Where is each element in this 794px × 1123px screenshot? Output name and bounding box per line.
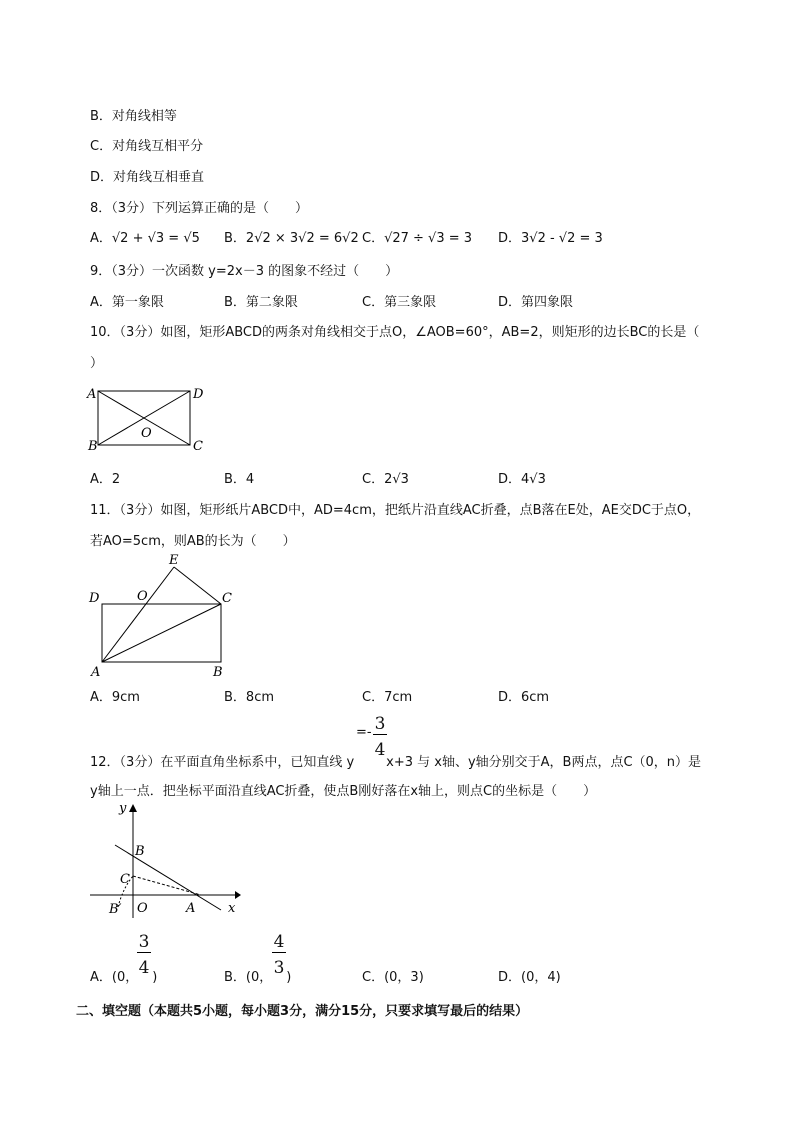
q12-coordinate-figure — [85, 800, 245, 920]
q9-option-d: D．第四象限 — [498, 295, 574, 310]
q12-option-a: A．(0， ) — [90, 970, 158, 985]
q10-stem: 10．（3分）如图，矩形ABCD的两条对角线相交于点O，∠AOB=60°，AB=2，则矩形的边长BC的长是（ — [90, 325, 700, 340]
q12-frac-num: 3 — [374, 714, 386, 734]
q7-option-c: C．对角线互相平分 — [90, 139, 204, 154]
q8-option-d: D．3√2 - √2 = 3 — [498, 231, 603, 246]
q8-option-a: A．√2 + √3 = √5 — [90, 231, 200, 246]
label-y: y — [119, 801, 127, 816]
q9-option-a: A．第一象限 — [90, 295, 164, 310]
q8-option-c: C．√27 ÷ √3 = 3 — [362, 231, 473, 246]
label-a: A — [186, 901, 196, 916]
q12-option-c: C．(0，3) — [362, 970, 424, 985]
q11-stem-2: 若AO=5cm，则AB的长为（ ） — [90, 534, 296, 549]
label-b: B — [213, 665, 223, 680]
label-o: O — [137, 589, 148, 604]
q11-option-a: A．9cm — [90, 690, 140, 705]
q12-b-den: 3 — [273, 958, 285, 978]
q11-option-d: D．6cm — [498, 690, 550, 705]
q12-option-b: B．(0， ) — [224, 970, 292, 985]
q12-option-d: D．(0，4) — [498, 970, 561, 985]
q12-stem-a: 12．（3分）在平面直角坐标系中，已知直线 y — [90, 755, 355, 770]
label-c: C — [193, 439, 203, 454]
label-b: B — [88, 439, 98, 454]
q7-option-b: B．对角线相等 — [90, 109, 177, 124]
q12-frac-den: 4 — [374, 740, 386, 760]
label-x: x — [228, 901, 236, 916]
label-c: C — [120, 872, 130, 887]
label-o: O — [141, 426, 152, 441]
q10-option-a: A．2 — [90, 472, 121, 487]
q10-option-d: D．4√3 — [498, 472, 546, 487]
q12-stem-b: x+3 与 x轴、y轴分别交于A，B两点，点C（0，n）是 — [386, 755, 702, 770]
q11-stem: 11．（3分）如图，矩形纸片ABCD中，AD=4cm，把纸片沿直线AC折叠，点B落在E处，AE交DC于点O， — [90, 503, 701, 518]
label-c: C — [222, 591, 232, 606]
label-a: A — [91, 665, 101, 680]
q12-b-num: 4 — [273, 932, 285, 952]
q11-option-b: B．8cm — [224, 690, 275, 705]
q8-option-b: B．2√2 × 3√2 = 6√2 — [224, 231, 359, 246]
q8-stem: 8．（3分）下列运算正确的是（ ） — [90, 201, 309, 216]
q9-option-b: B．第二象限 — [224, 295, 298, 310]
q12-stem — [90, 751, 701, 770]
q11-option-c: C．7cm — [362, 690, 413, 705]
q12-frac-prefix: =- — [356, 725, 372, 740]
q12-stem-2: y轴上一点．把坐标平面沿直线AC折叠，使点B刚好落在x轴上，则点C的坐标是（ ） — [90, 784, 597, 799]
q9-stem: 9．（3分）一次函数 y=2x－3 的图象不经过（ ） — [90, 264, 399, 279]
label-a: A — [87, 387, 97, 402]
label-d: D — [89, 591, 100, 606]
q9-option-c: C．第三象限 — [362, 295, 437, 310]
q10-rectangle-figure — [85, 380, 215, 460]
label-b-prime: B′ — [109, 902, 122, 917]
q10-option-c: C．2√3 — [362, 472, 409, 487]
label-b: B — [135, 844, 145, 859]
q11-folding-figure — [85, 550, 245, 685]
q10-option-b: B．4 — [224, 472, 255, 487]
q10-stem-end: ） — [90, 356, 104, 371]
q12-a-num: 3 — [138, 932, 150, 952]
label-d: D — [193, 387, 204, 402]
q12-a-den: 4 — [138, 958, 150, 978]
section-2-heading: 二、填空题（本题共5小题，每小题3分，满分15分，只要求填写最后的结果） — [76, 1004, 529, 1019]
label-o: O — [137, 901, 148, 916]
label-e: E — [169, 553, 179, 568]
q7-option-d: D．对角线互相垂直 — [90, 170, 205, 185]
